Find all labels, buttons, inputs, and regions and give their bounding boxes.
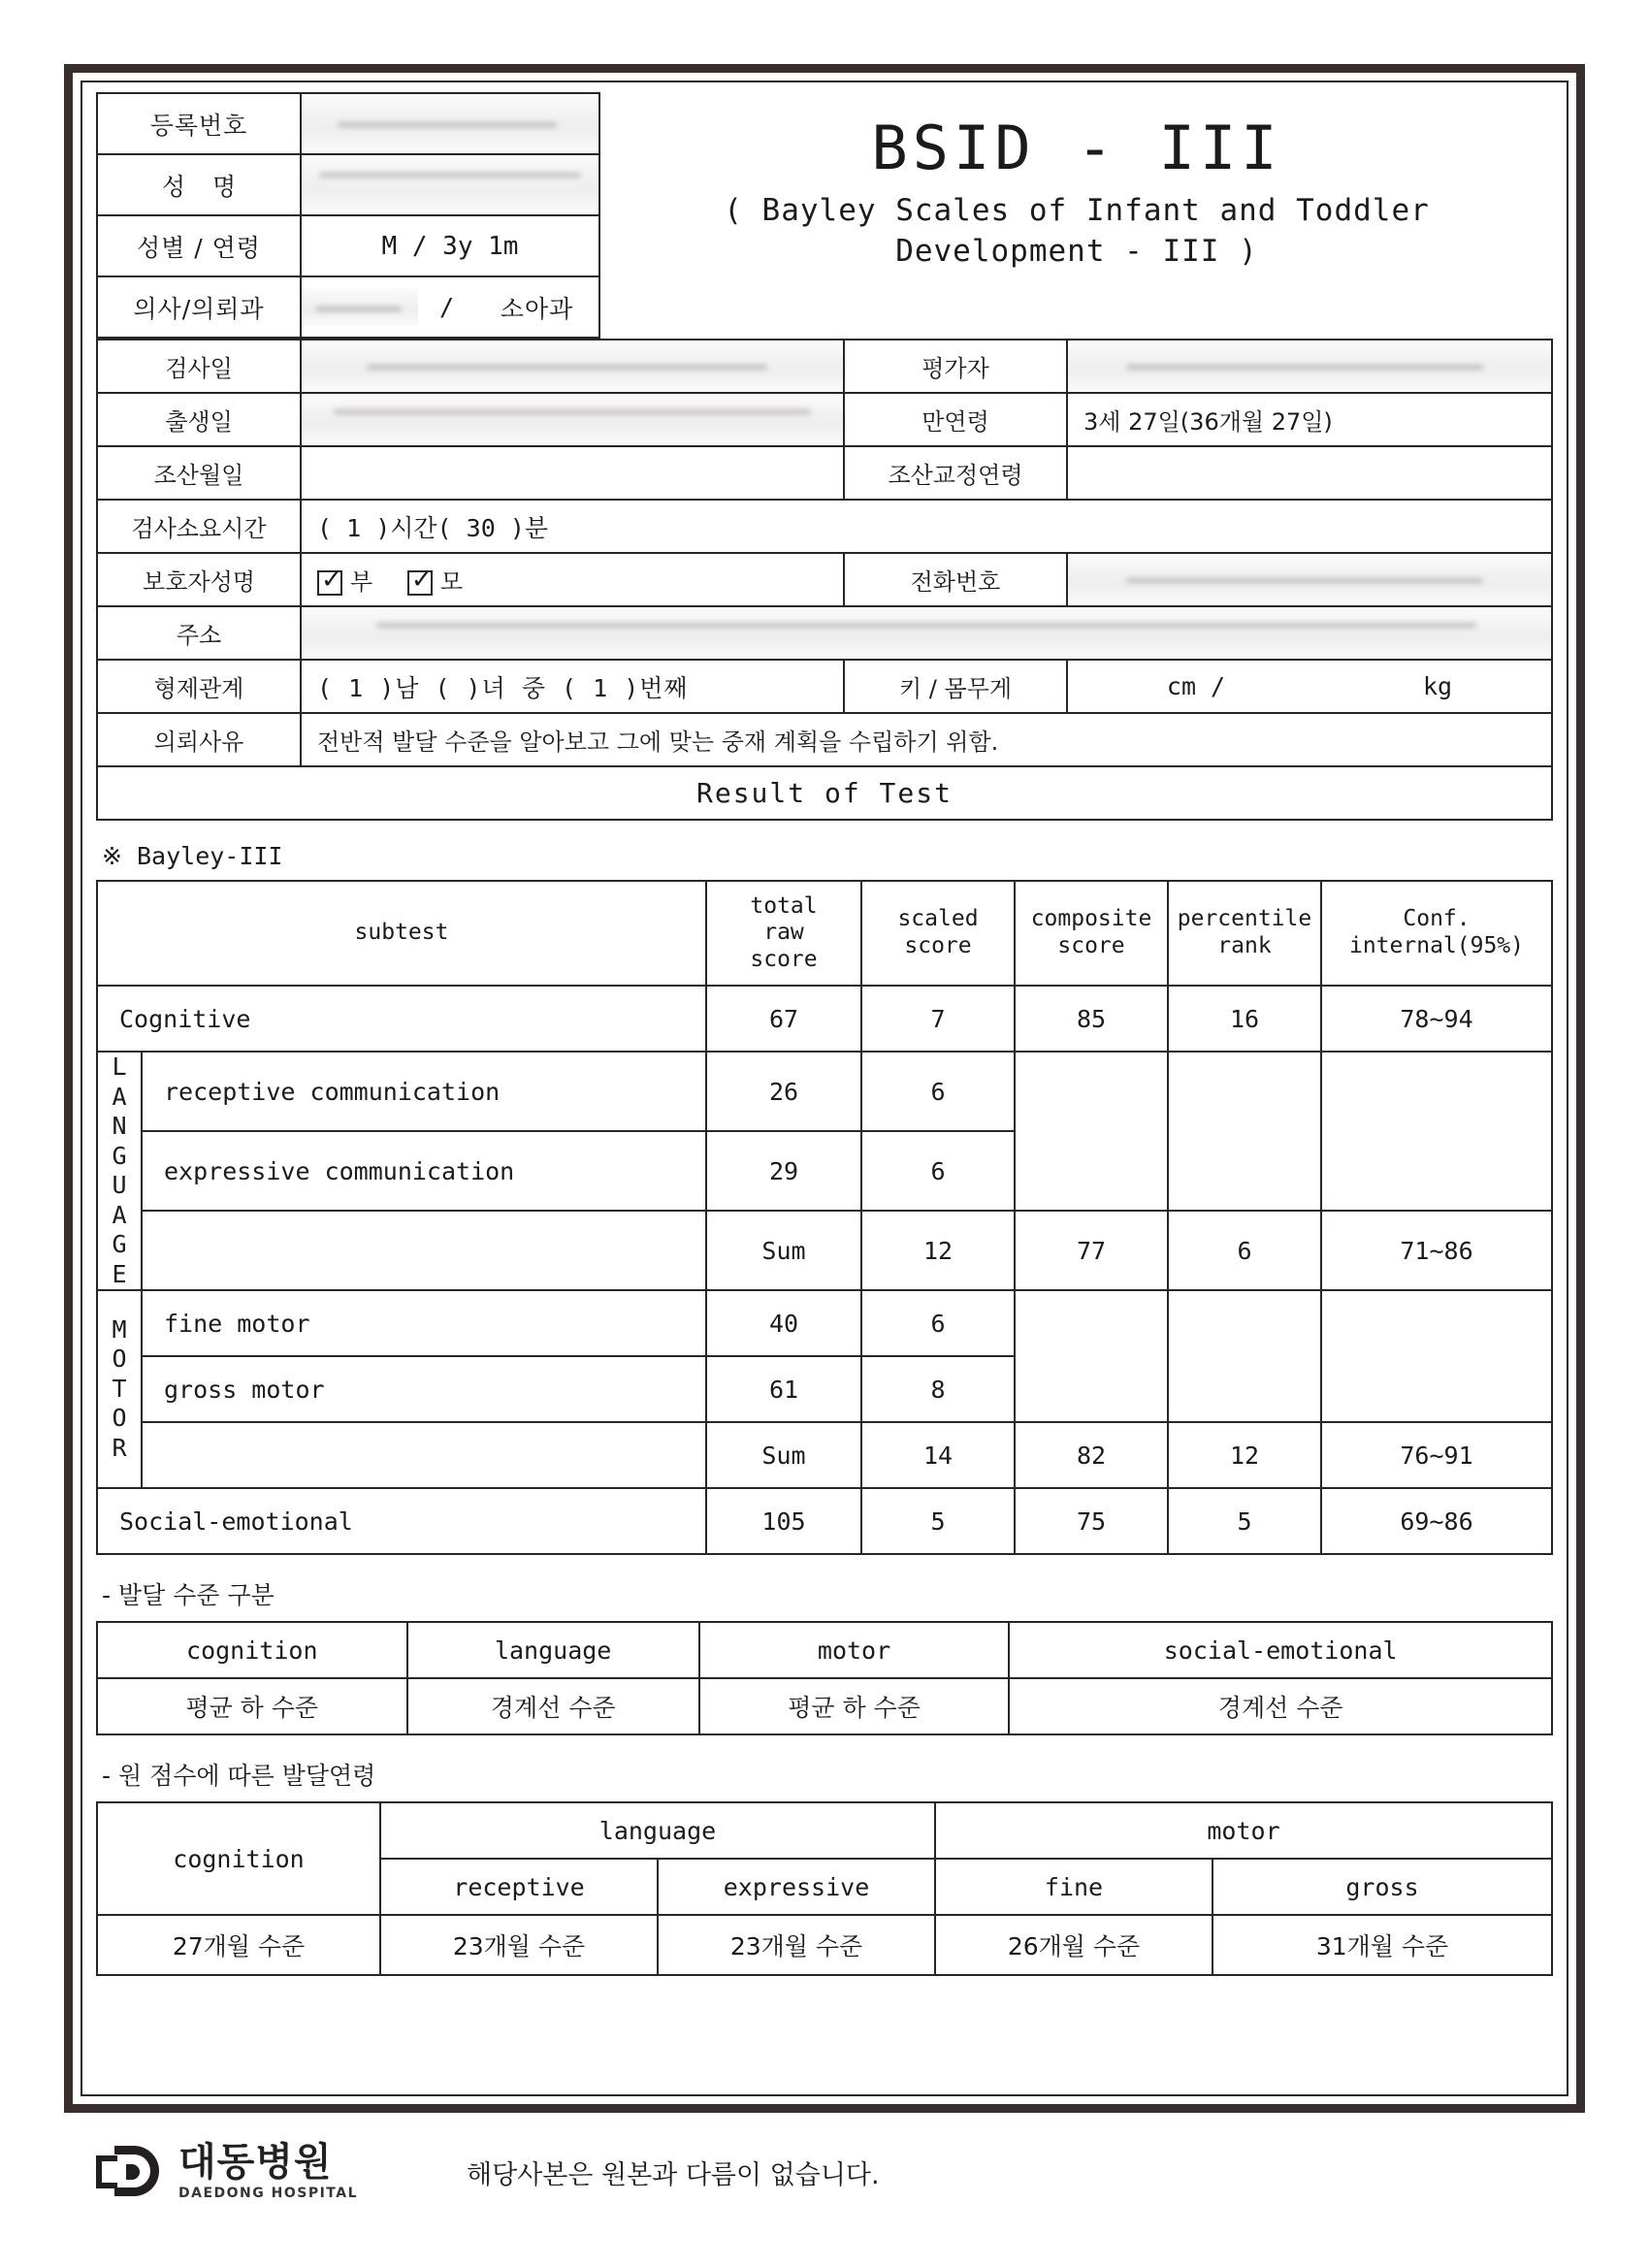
hospital-name-en: DAEDONG HOSPITAL: [178, 2186, 359, 2201]
cell-raw: 26: [706, 1052, 861, 1131]
vert-letter: G: [112, 1141, 127, 1170]
dev-age-value-fine: 26개월 수준: [935, 1915, 1212, 1975]
cell-percentile: 16: [1168, 986, 1321, 1052]
cell-conf: [1321, 1290, 1552, 1422]
dev-level-value-motor: 평균 하 수준: [699, 1678, 1010, 1734]
guardian-mother-option[interactable]: [407, 563, 463, 597]
cell-composite: 77: [1015, 1211, 1168, 1290]
phone-label: 전화번호: [844, 553, 1067, 606]
vert-letter: G: [112, 1230, 127, 1258]
cell-scaled: 6: [861, 1052, 1015, 1131]
hdr-line: score: [1057, 933, 1125, 958]
document-frame: [64, 64, 1585, 2113]
table-row: [97, 446, 1552, 500]
hdr-line: score: [750, 946, 818, 972]
dev-level-caption: - 발달 수준 구분: [102, 1581, 275, 1609]
cell-composite: 85: [1015, 986, 1168, 1052]
hdr-line: percentile: [1177, 906, 1312, 932]
dev-age-header-receptive: receptive: [380, 1859, 658, 1915]
dev-level-table: [96, 1621, 1553, 1735]
subtest-name: [142, 1422, 706, 1488]
dev-age-value-expressive: 23개월 수준: [658, 1915, 935, 1975]
table-row: [97, 553, 1552, 606]
vert-letter: A: [112, 1082, 127, 1111]
cell-composite: [1015, 1052, 1168, 1211]
referral-value: 전반적 발달 수준을 알아보고 그에 맞는 중재 계획을 수립하기 위함.: [301, 713, 1552, 766]
dev-level-header-language: language: [407, 1622, 699, 1678]
group-label-motor: [97, 1290, 142, 1488]
height-weight-value: [1067, 660, 1552, 713]
cell-conf: 69~86: [1321, 1488, 1552, 1554]
page-subtitle-line1: ( Bayley Scales of Infant and Toddler: [724, 193, 1430, 229]
height-unit: cm /: [1166, 672, 1226, 700]
vert-letter: T: [112, 1374, 127, 1403]
table-row: [97, 1678, 1552, 1734]
table-header-row: [97, 1622, 1552, 1678]
doctor-dept-label: 의사/의뢰과: [97, 276, 301, 338]
cell-composite: 75: [1015, 1488, 1168, 1554]
cell-scaled: 12: [861, 1211, 1015, 1290]
hdr-line: raw: [763, 920, 804, 946]
reg-no-label: 등록번호: [97, 93, 301, 154]
guardian-label: 보호자성명: [97, 553, 301, 606]
dev-age-group-motor: motor: [935, 1802, 1552, 1859]
table-row: [97, 340, 1552, 393]
table-row: [97, 1052, 1552, 1131]
sex-age-label: 성별 / 연령: [97, 215, 301, 276]
corrected-age-value: [1067, 446, 1552, 500]
evaluator-label: 평가자: [844, 340, 1067, 393]
address-value: [301, 606, 1552, 660]
dev-age-value-receptive: 23개월 수준: [380, 1915, 658, 1975]
page-title: BSID - III: [871, 113, 1282, 183]
cell-scaled: 5: [861, 1488, 1015, 1554]
dev-age-header-gross: gross: [1212, 1859, 1552, 1915]
table-header-row: [97, 881, 1552, 986]
dept-value: 소아과: [500, 294, 574, 323]
table-row: [97, 1290, 1552, 1356]
guardian-mother-label: 모: [439, 568, 464, 596]
weight-unit: kg: [1422, 672, 1453, 700]
doctor-dept-separator: /: [439, 293, 455, 321]
reg-no-value: [301, 93, 599, 154]
hdr-line: internal(95%): [1348, 933, 1524, 958]
cell-raw: 105: [706, 1488, 861, 1554]
table-row: [97, 766, 1552, 820]
patient-name-label: 성 명: [97, 154, 301, 215]
cell-conf: 71~86: [1321, 1211, 1552, 1290]
dev-level-value-cognition: 평균 하 수준: [97, 1678, 407, 1734]
bayley-section-label: ※ Bayley-III: [102, 842, 283, 870]
cell-composite: [1015, 1290, 1168, 1422]
hdr-line: Conf.: [1403, 906, 1471, 932]
cell-conf: 76~91: [1321, 1422, 1552, 1488]
vert-letter: L: [112, 1053, 127, 1081]
chrono-age-value: 3세 27일(36개월 27일): [1067, 393, 1552, 446]
col-header-total-raw-score: [706, 881, 861, 986]
birth-date-label: 출생일: [97, 393, 301, 446]
subtest-name: Cognitive: [97, 986, 706, 1052]
table-row: [97, 986, 1552, 1052]
table-header-row: [97, 1802, 1552, 1859]
table-row: [97, 154, 599, 215]
cell-raw: 61: [706, 1356, 861, 1422]
table-row: [97, 276, 599, 338]
guardian-father-option[interactable]: [317, 563, 372, 597]
hospital-name-kr: 대동병원: [178, 2140, 333, 2185]
result-of-test-heading: Result of Test: [97, 766, 1552, 820]
col-header-subtest: subtest: [97, 881, 706, 986]
cell-scaled: 6: [861, 1290, 1015, 1356]
daedong-logo-icon: [93, 2142, 165, 2202]
dev-age-header-expressive: expressive: [658, 1859, 935, 1915]
subtest-name: fine motor: [142, 1290, 706, 1356]
table-row: [97, 713, 1552, 766]
cell-scaled: 8: [861, 1356, 1015, 1422]
dev-level-value-language: 경계선 수준: [407, 1678, 699, 1734]
sibling-value: ( 1 )남 ( )녀 중 ( 1 )번째: [301, 660, 844, 713]
vert-letter: R: [112, 1433, 127, 1462]
patient-details-table: [96, 339, 1553, 821]
subtest-name: gross motor: [142, 1356, 706, 1422]
cell-raw: Sum: [706, 1422, 861, 1488]
hdr-line: composite: [1030, 906, 1152, 932]
doctor-dept-value: [301, 276, 599, 338]
cell-percentile: 12: [1168, 1422, 1321, 1488]
vert-letter: E: [112, 1259, 127, 1288]
dev-age-header-cognition: cognition: [97, 1802, 380, 1915]
checkbox-checked-icon[interactable]: [317, 570, 342, 596]
table-row: [97, 93, 599, 154]
table-row: [97, 215, 599, 276]
patient-info-box: [96, 92, 600, 339]
sibling-label: 형제관계: [97, 660, 301, 713]
cell-percentile: 6: [1168, 1211, 1321, 1290]
dev-age-value-gross: 31개월 수준: [1212, 1915, 1552, 1975]
phone-value: [1067, 553, 1552, 606]
hospital-logo: [93, 2142, 358, 2202]
test-date-label: 검사일: [97, 340, 301, 393]
cell-composite: 82: [1015, 1422, 1168, 1488]
height-weight-label: 키 / 몸무게: [844, 660, 1067, 713]
table-row: [97, 1422, 1552, 1488]
table-row: [97, 660, 1552, 713]
test-date-value: [301, 340, 844, 393]
vert-letter: M: [112, 1314, 127, 1344]
results-table: [96, 880, 1553, 1555]
cell-raw: Sum: [706, 1211, 861, 1290]
address-label: 주소: [97, 606, 301, 660]
dev-level-header-motor: motor: [699, 1622, 1010, 1678]
hdr-line: score: [904, 933, 972, 958]
group-label-language: [97, 1052, 142, 1290]
col-header-conf-interval: [1321, 881, 1552, 986]
referral-label: 의뢰사유: [97, 713, 301, 766]
hdr-line: scaled: [897, 906, 979, 932]
table-row: [97, 1915, 1552, 1975]
page-footer: [0, 2142, 1649, 2202]
col-header-composite-score: [1015, 881, 1168, 986]
cell-conf: 78~94: [1321, 986, 1552, 1052]
cell-raw: 67: [706, 986, 861, 1052]
evaluator-value: [1067, 340, 1552, 393]
cell-scaled: 14: [861, 1422, 1015, 1488]
vert-letter: O: [112, 1345, 127, 1374]
document-inner-frame: [81, 81, 1568, 2096]
vert-letter: N: [112, 1112, 127, 1140]
table-row: [97, 1488, 1552, 1554]
guardian-options: [301, 553, 844, 606]
corrected-age-label: 조산교정연령: [844, 446, 1067, 500]
dev-age-group-language: language: [380, 1802, 935, 1859]
table-row: [97, 500, 1552, 553]
subtest-name: [142, 1211, 706, 1290]
patient-name-value: [301, 154, 599, 215]
cell-raw: 40: [706, 1290, 861, 1356]
hospital-logo-text: [178, 2140, 359, 2201]
dev-age-header-fine: fine: [935, 1859, 1212, 1915]
dev-age-table: [96, 1801, 1553, 1976]
cell-percentile: 5: [1168, 1488, 1321, 1554]
table-row: [97, 606, 1552, 660]
preterm-date-label: 조산월일: [97, 446, 301, 500]
dev-level-header-social-emotional: social-emotional: [1009, 1622, 1552, 1678]
vert-letter: O: [112, 1404, 127, 1433]
duration-label: 검사소요시간: [97, 500, 301, 553]
dev-level-value-social-emotional: 경계선 수준: [1009, 1678, 1552, 1734]
cell-percentile: [1168, 1052, 1321, 1211]
duration-value: ( 1 )시간( 30 )분: [301, 500, 1552, 553]
cell-percentile: [1168, 1290, 1321, 1422]
col-header-scaled-score: [861, 881, 1015, 986]
subtest-name: receptive communication: [142, 1052, 706, 1131]
table-row: [97, 1211, 1552, 1290]
subtest-name: Social-emotional: [97, 1488, 706, 1554]
col-header-percentile-rank: [1168, 881, 1321, 986]
checkbox-checked-icon[interactable]: [407, 570, 433, 596]
birth-date-value: [301, 393, 844, 446]
hdr-line: rank: [1217, 933, 1272, 958]
dev-age-caption: - 원 점수에 따른 발달연령: [102, 1762, 376, 1790]
cell-scaled: 7: [861, 986, 1015, 1052]
header-zone: [96, 92, 1553, 339]
dev-age-value-cognition: 27개월 수준: [97, 1915, 380, 1975]
sex-age-value: M / 3y 1m: [301, 215, 599, 276]
preterm-date-value: [301, 446, 844, 500]
cell-conf: [1321, 1052, 1552, 1211]
hdr-line: total: [750, 892, 818, 919]
cell-raw: 29: [706, 1131, 861, 1211]
dev-level-header-cognition: cognition: [97, 1622, 407, 1678]
chrono-age-label: 만연령: [844, 393, 1067, 446]
copy-verification-note: 해당사본은 원본과 다름이 없습니다.: [467, 2159, 880, 2190]
subtest-name: expressive communication: [142, 1131, 706, 1211]
vert-letter: U: [112, 1171, 127, 1199]
page-subtitle-line2: Development - III ): [895, 234, 1258, 270]
cell-scaled: 6: [861, 1131, 1015, 1211]
guardian-father-label: 부: [350, 568, 373, 596]
title-zone: [600, 92, 1553, 273]
table-row: [97, 393, 1552, 446]
vert-letter: A: [112, 1200, 127, 1229]
doctor-value: [302, 289, 418, 326]
